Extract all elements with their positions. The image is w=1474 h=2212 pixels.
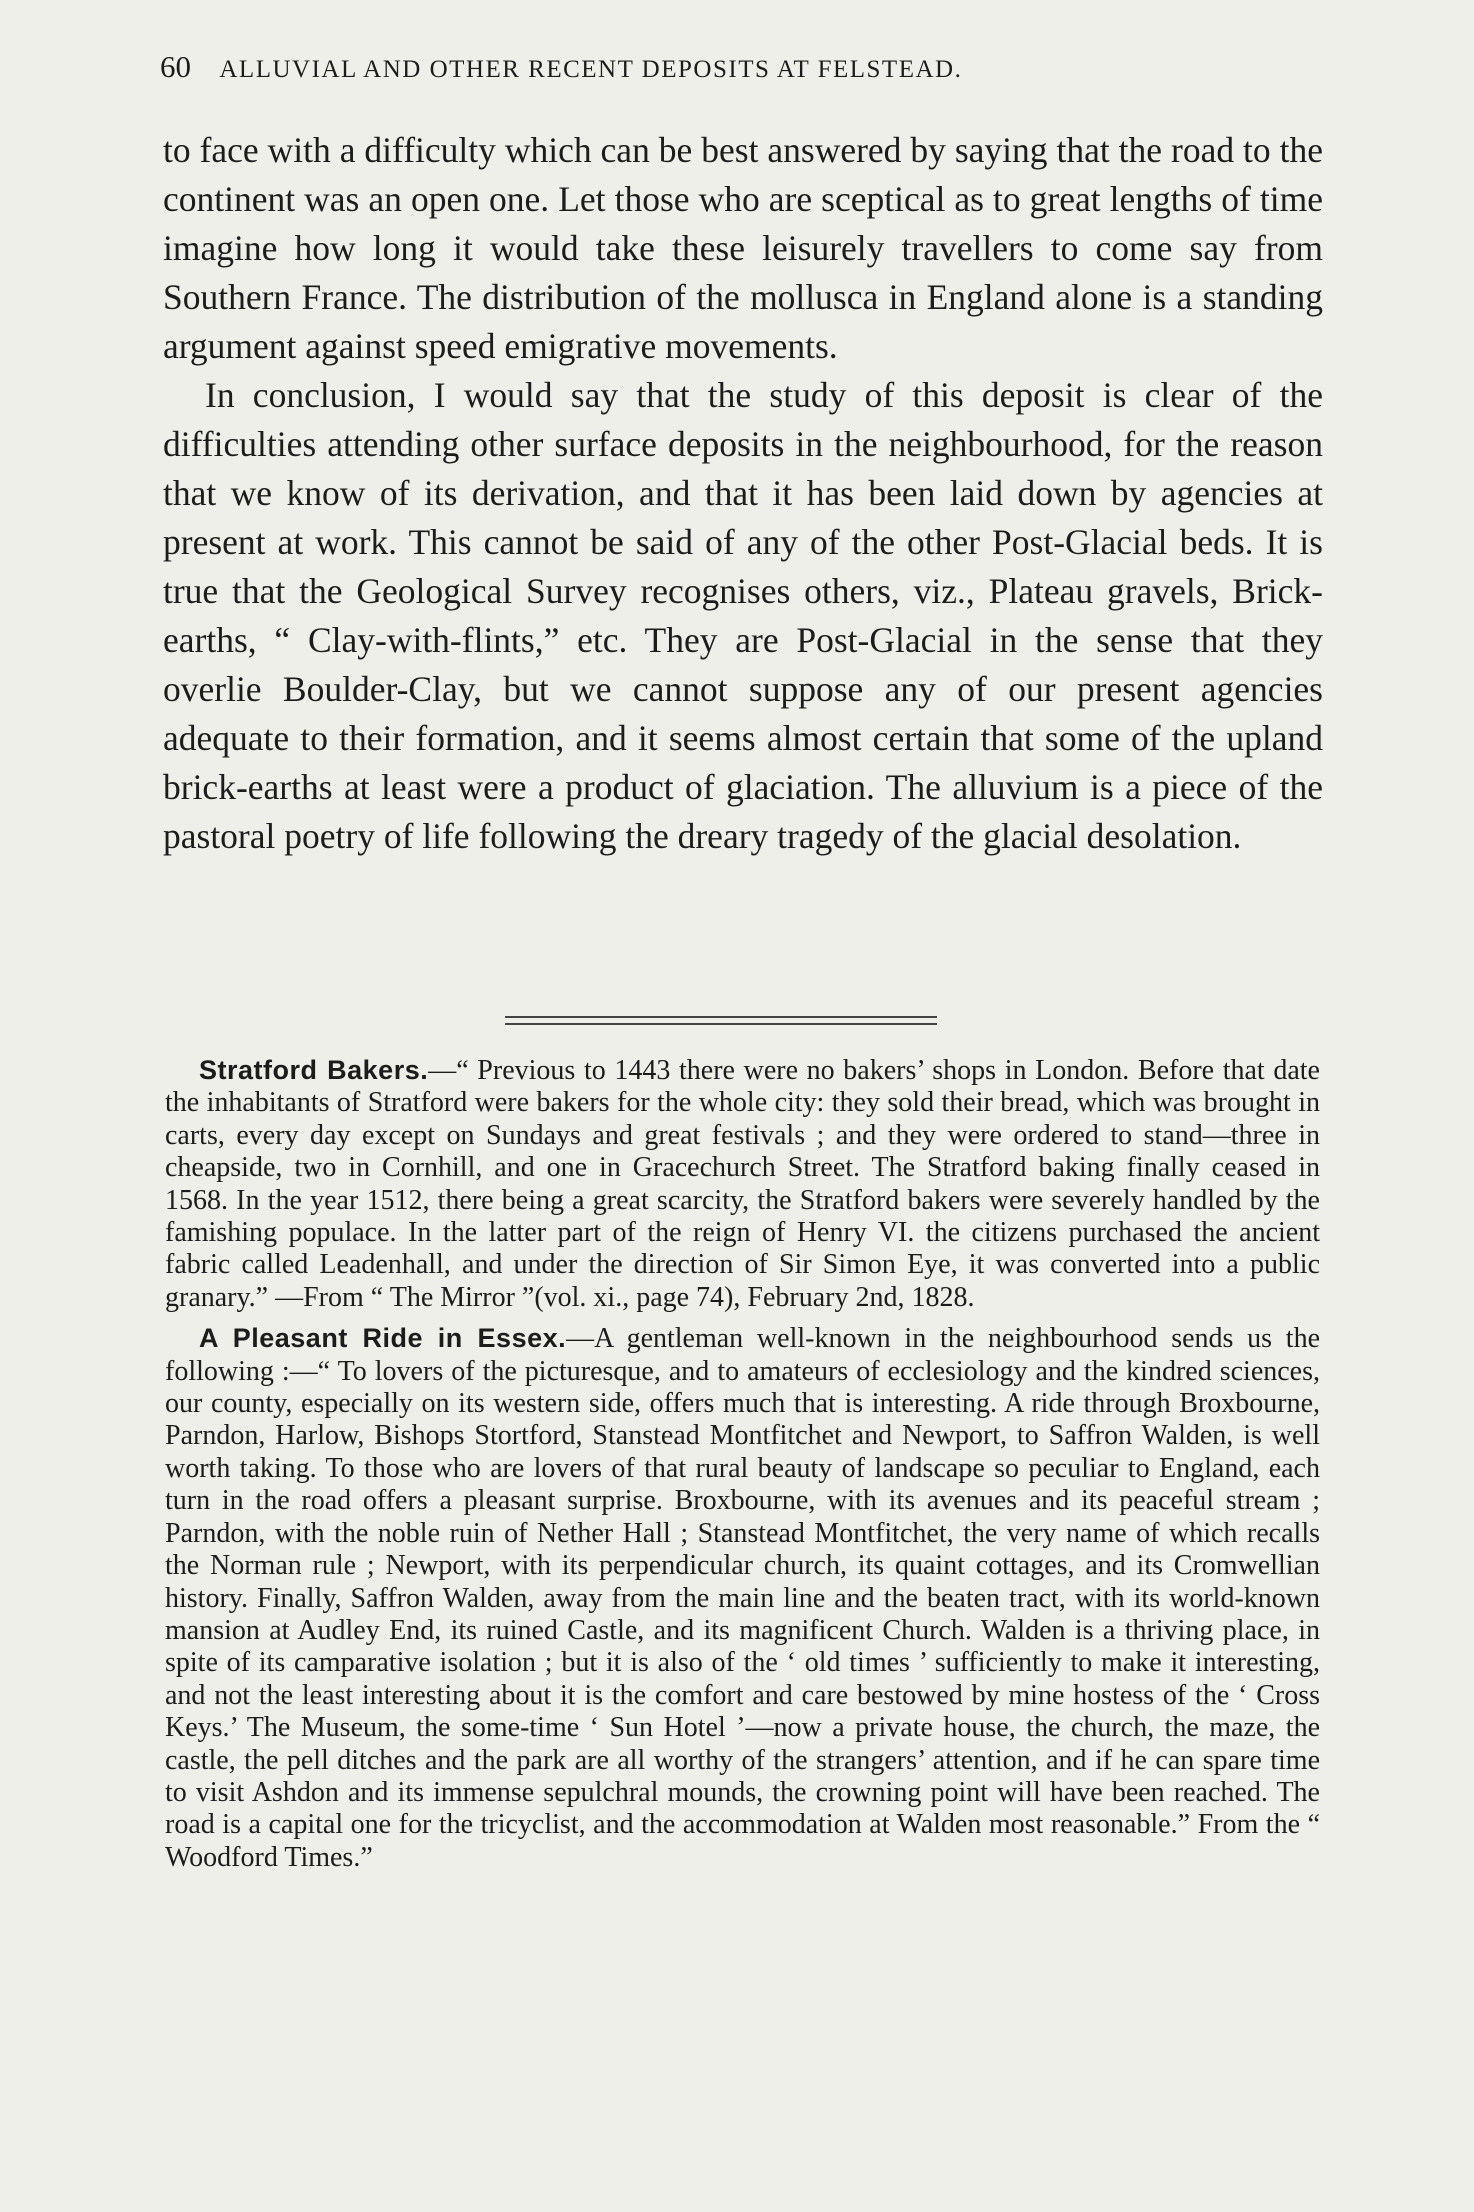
- note-body: —“ Previous to 1443 there were no bakers’ shops in London. Before that date the inhabitants of Stratford were bakers for the whole city: they sold their bread, which was brought in carts, every day except on Sundays and great festivals ; and they were ordered to stand—three in cheapside, two in Cornhill, and one in Gracechurch Street. The Stratford baking finally ceased in 1568. In the year 1512, there being a great scarcity, the Stratford bakers were severely handled by the famishing populace. In the latter part of the reign of Henry VI. the citizens purchased the ancient fabric called Leadenhall, and under the direction of Sir Simon Eye, it was converted into a public granary.” —From “ The Mirror ”(vol. xi., page 74), February 2nd, 1828.: [165, 1055, 1320, 1313]
- body-paragraph: to face with a difficulty which can be best answered by saying that the road to the continent was an open one. Let those who are sceptical as to great lengths of time imagine how long it would take these leisurely travellers to come say from Southern France. The distribution of the mollusca in England alone is a standing argument against speed emigrative movements.: [163, 130, 1323, 366]
- note-title: Stratford Bakers.: [199, 1055, 429, 1085]
- notes-section: [165, 1054, 1320, 1874]
- note-stratford-bakers: [165, 1054, 1320, 1314]
- page-number: 60: [160, 49, 191, 84]
- note-pleasant-ride: [165, 1322, 1320, 1874]
- section-divider: [505, 1016, 937, 1025]
- body-paragraph: In conclusion, I would say that the study of this deposit is clear of the difficulties attending other surface deposits in the neighbourhood, for the reason that we know of its derivation, and that it has been laid down by agencies at present at work. This cannot be said of any of the other Post-Glacial beds. It is true that the Geological Survey recognises others, viz., Plateau gravels, Brick-earths, “ Clay-with-flints,” etc. They are Post-Glacial in the sense that they overlie Boulder-Clay, but we cannot suppose any of our present agencies adequate to their formation, and it seems almost certain that some of the upland brick-earths at least were a product of glaciation. The alluvium is a piece of the pastoral poetry of life following the dreary tragedy of the glacial desolation.: [163, 375, 1323, 856]
- running-title: ALLUVIAL AND OTHER RECENT DEPOSITS AT FELSTEAD.: [219, 56, 963, 83]
- note-title: A Pleasant Ride in Essex.: [199, 1323, 567, 1354]
- page-header: [160, 50, 1320, 87]
- main-body: [163, 126, 1323, 861]
- note-body: —A gentleman well-known in the neighbourhood sends us the following :—“ To lovers of the picturesque, and to amateurs of ecclesiology and the kindred sciences, our county, especially on its western side, offers much that is interesting. A ride through Broxbourne, Parndon, Harlow, Bishops Stortford, Stanstead Montfitchet and Newport, to Saffron Walden, is well worth taking. To those who are lovers of that rural beauty of landscape so peculiar to England, each turn in the road offers a pleasant surprise. Broxbourne, with its avenues and its peaceful stream ; Parndon, with the noble ruin of Nether Hall ; Stanstead Montfitchet, the very name of which recalls the Norman rule ; Newport, with its perpendicular church, its quaint cottages, and its Cromwellian history. Finally, Saffron Walden, away from the main line and the beaten tract, with its world-known mansion at Audley End, its ruined Castle, and its magnificent Church. Walden is a thriving place, in spite of its camparative isolation ; but it is also of the ‘ old times ’ sufficiently to make it interesting, and not the least interesting about it is the comfort and care bestowed by mine hostess of the ‘ Cross Keys.’ The Museum, the some-time ‘ Sun Hotel ’—now a private house, the church, the maze, the castle, the pell ditches and the park are all worthy of the strangers’ attention, and if he can spare time to visit Ashdon and its immense sepulchral mounds, the crowning point will have been reached. The road is a capital one for the tricyclist, and the accommodation at Walden most reasonable.” From the “ Woodford Times.”: [165, 1323, 1321, 1873]
